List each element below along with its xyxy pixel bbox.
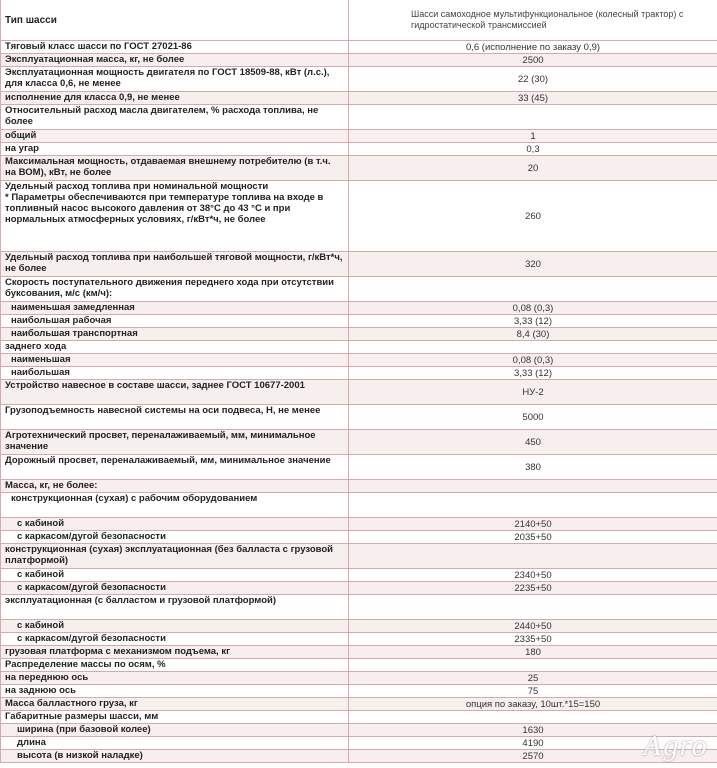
row-value: 2235+50 [349,582,717,595]
row-label: заднего хода [1,341,349,354]
row-label: Агротехнический просвет, переналаживаемый, мм, минимальное значение [1,430,349,455]
row-label: ширина (при базовой колее) [1,724,349,737]
row-label: Эксплуатационная масса, кг, не более [1,54,349,67]
row-label: наибольшая рабочая [1,315,349,328]
table-row [1,711,717,724]
row-value [349,480,717,493]
row-value [349,711,717,724]
table-row [1,341,717,354]
row-label: на переднюю ось [1,672,349,685]
table-row [1,455,717,480]
table-row [1,367,717,380]
row-label: наименьшая замедленная [1,302,349,315]
row-label: Тяговый класс шасси по ГОСТ 27021-86 [1,41,349,54]
row-label: с каркасом/дугой безопасности [1,633,349,646]
row-value: 0,3 [349,143,717,156]
row-value: 380 [349,455,717,480]
row-label: конструкционная (сухая) эксплуатационная (без балласта с грузовой платформой) [1,544,349,569]
row-value: 2570 [349,750,717,763]
table-row [1,698,717,711]
row-label: Относительный расход масла двигателем, % расхода топлива, не более [1,105,349,130]
row-value: 1630 [349,724,717,737]
table-row [1,105,717,130]
table-row [1,595,717,620]
row-value [349,493,717,518]
row-value: 8,4 (30) [349,328,717,341]
row-value: 4190 [349,737,717,750]
table-row [1,544,717,569]
row-value [349,544,717,569]
table-row [1,54,717,67]
table-row [1,92,717,105]
row-value [349,659,717,672]
row-label: Масса балластного груза, кг [1,698,349,711]
row-label: конструкционная (сухая) с рабочим оборудованием [1,493,349,518]
header-label: Тип шасси [1,0,349,41]
table-row [1,569,717,582]
row-label: Устройство навесное в составе шасси, заднее ГОСТ 10677-2001 [1,380,349,405]
table-row [1,480,717,493]
row-label: Дорожный просвет, переналаживаемый, мм, минимальное значение [1,455,349,480]
table-row [1,620,717,633]
row-label: наименьшая [1,354,349,367]
table-row [1,156,717,181]
row-label: Эксплуатационная мощность двигателя по ГОСТ 18509-88, кВт (л.с.), для класса 0,6, не менее [1,67,349,92]
row-label: грузовая платформа с механизмом подъема, кг [1,646,349,659]
table-row [1,354,717,367]
row-label: Грузоподъемность навесной системы на оси подвеса, Н, не менее [1,405,349,430]
row-value: 3,33 (12) [349,315,717,328]
row-value: опция по заказу, 10шт.*15=150 [349,698,717,711]
table-row [1,277,717,302]
row-value: 2340+50 [349,569,717,582]
row-value [349,105,717,130]
row-label: Габаритные размеры шасси, мм [1,711,349,724]
table-row [1,302,717,315]
row-label: длина [1,737,349,750]
row-value [349,341,717,354]
table-row [1,518,717,531]
row-value: 1 [349,130,717,143]
row-label: Распределение массы по осям, % [1,659,349,672]
row-value: 260 [349,181,717,252]
table-row [1,531,717,544]
table-row [1,380,717,405]
table-row [1,685,717,698]
table-row [1,750,717,763]
row-value: 3,33 (12) [349,367,717,380]
header-row [1,0,717,41]
row-value: 25 [349,672,717,685]
table-row [1,130,717,143]
row-value [349,595,717,620]
row-value: 22 (30) [349,67,717,92]
row-value: 5000 [349,405,717,430]
row-value: 2440+50 [349,620,717,633]
row-label: с каркасом/дугой безопасности [1,531,349,544]
table-row [1,315,717,328]
table-row [1,430,717,455]
row-value: 180 [349,646,717,659]
row-value: 75 [349,685,717,698]
row-label: общий [1,130,349,143]
table-row [1,328,717,341]
row-value: 2140+50 [349,518,717,531]
row-label: высота (в низкой наладке) [1,750,349,763]
row-value: 2500 [349,54,717,67]
table-row [1,659,717,672]
row-value: НУ-2 [349,380,717,405]
row-label: на заднюю ось [1,685,349,698]
row-label: Масса, кг, не более: [1,480,349,493]
row-value: 0,08 (0,3) [349,302,717,315]
row-value [349,277,717,302]
row-value: 0,08 (0,3) [349,354,717,367]
row-label: эксплуатационная (с балластом и грузовой платформой) [1,595,349,620]
row-value: 320 [349,252,717,277]
row-label: Удельный расход топлива при номинальной мощности * Параметры обеспечиваются при температуре топлива на входе в топливный насос высокого давления от 38°С до 43 °С и при нормальных атмосферных условиях, г/кВт*ч, не более [1,181,349,252]
row-value: 33 (45) [349,92,717,105]
table-row [1,181,717,252]
table-row [1,737,717,750]
row-label: с каркасом/дугой безопасности [1,582,349,595]
table-row [1,67,717,92]
table-row [1,41,717,54]
table-row [1,646,717,659]
row-label: исполнение для класса 0,9, не менее [1,92,349,105]
table-row [1,143,717,156]
table-row [1,405,717,430]
header-value: Шасси самоходное мультифункциональное (колесный трактор) с гидростатической трансмиссией [349,0,717,41]
row-label: Максимальная мощность, отдаваемая внешнему потребителю (в т.ч. на ВОМ), кВт, не более [1,156,349,181]
row-label: Удельный расход топлива при наибольшей тяговой мощности, г/кВт*ч, не более [1,252,349,277]
row-label: с кабиной [1,620,349,633]
row-label: на угар [1,143,349,156]
table-row [1,493,717,518]
table-row [1,633,717,646]
row-value: 20 [349,156,717,181]
row-label: наибольшая [1,367,349,380]
table-row [1,672,717,685]
table-row [1,582,717,595]
row-label: с кабиной [1,518,349,531]
table-row [1,252,717,277]
agro-logo: Agro [643,732,707,762]
row-value: 450 [349,430,717,455]
row-label: с кабиной [1,569,349,582]
row-value: 2335+50 [349,633,717,646]
row-label: Скорость поступательного движения переднего хода при отсутствии буксования, м/с (км/ч): [1,277,349,302]
row-value: 0,6 (исполнение по заказу 0,9) [349,41,717,54]
table-row [1,724,717,737]
row-value: 2035+50 [349,531,717,544]
row-label: наибольшая транспортная [1,328,349,341]
